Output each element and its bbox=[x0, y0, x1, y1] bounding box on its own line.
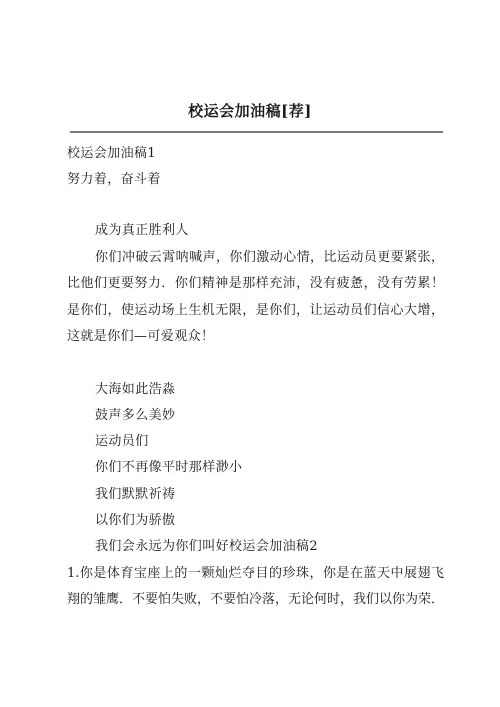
text-line: 1.你是体育宝座上的一颗灿烂夺目的珍珠，你是在蓝天中展翅飞 bbox=[67, 566, 444, 581]
text-line: 你们不再像平时那样渺小 bbox=[95, 460, 243, 475]
text-line: 比他们更要努力．你们精神是那样充沛，没有疲惫，没有劳累！ bbox=[67, 276, 444, 291]
text-line: 校运会加油稿1 bbox=[67, 146, 157, 161]
text-line: 鼓声多么美妙 bbox=[95, 408, 176, 423]
text-line: 我们会永远为你们叫好校运会加油稿2 bbox=[95, 539, 319, 554]
title-divider bbox=[70, 131, 443, 133]
text-line: 翔的雏鹰．不要怕失败，不要怕冷落，无论何时，我们以你为荣． bbox=[67, 592, 445, 607]
text-line: 运动员们 bbox=[95, 434, 149, 449]
text-line: 是你们，使运动场上生机无限，是你们，让运动员们信心大增， bbox=[67, 303, 444, 318]
text-line: 你们冲破云霄呐喊声，你们激动心情，比运动员更要紧张， bbox=[95, 250, 444, 265]
text-line: 大海如此浩淼 bbox=[95, 382, 176, 397]
text-line: 这就是你们—可爱观众！ bbox=[67, 329, 215, 344]
document-title: 校运会加油稿[荐] bbox=[188, 102, 312, 120]
text-line: 以你们为骄傲 bbox=[95, 513, 176, 528]
text-line: 我们默默祈祷 bbox=[95, 487, 176, 502]
text-line: 成为真正胜利人 bbox=[95, 223, 189, 238]
text-line: 努力着，奋斗着 bbox=[67, 172, 161, 187]
